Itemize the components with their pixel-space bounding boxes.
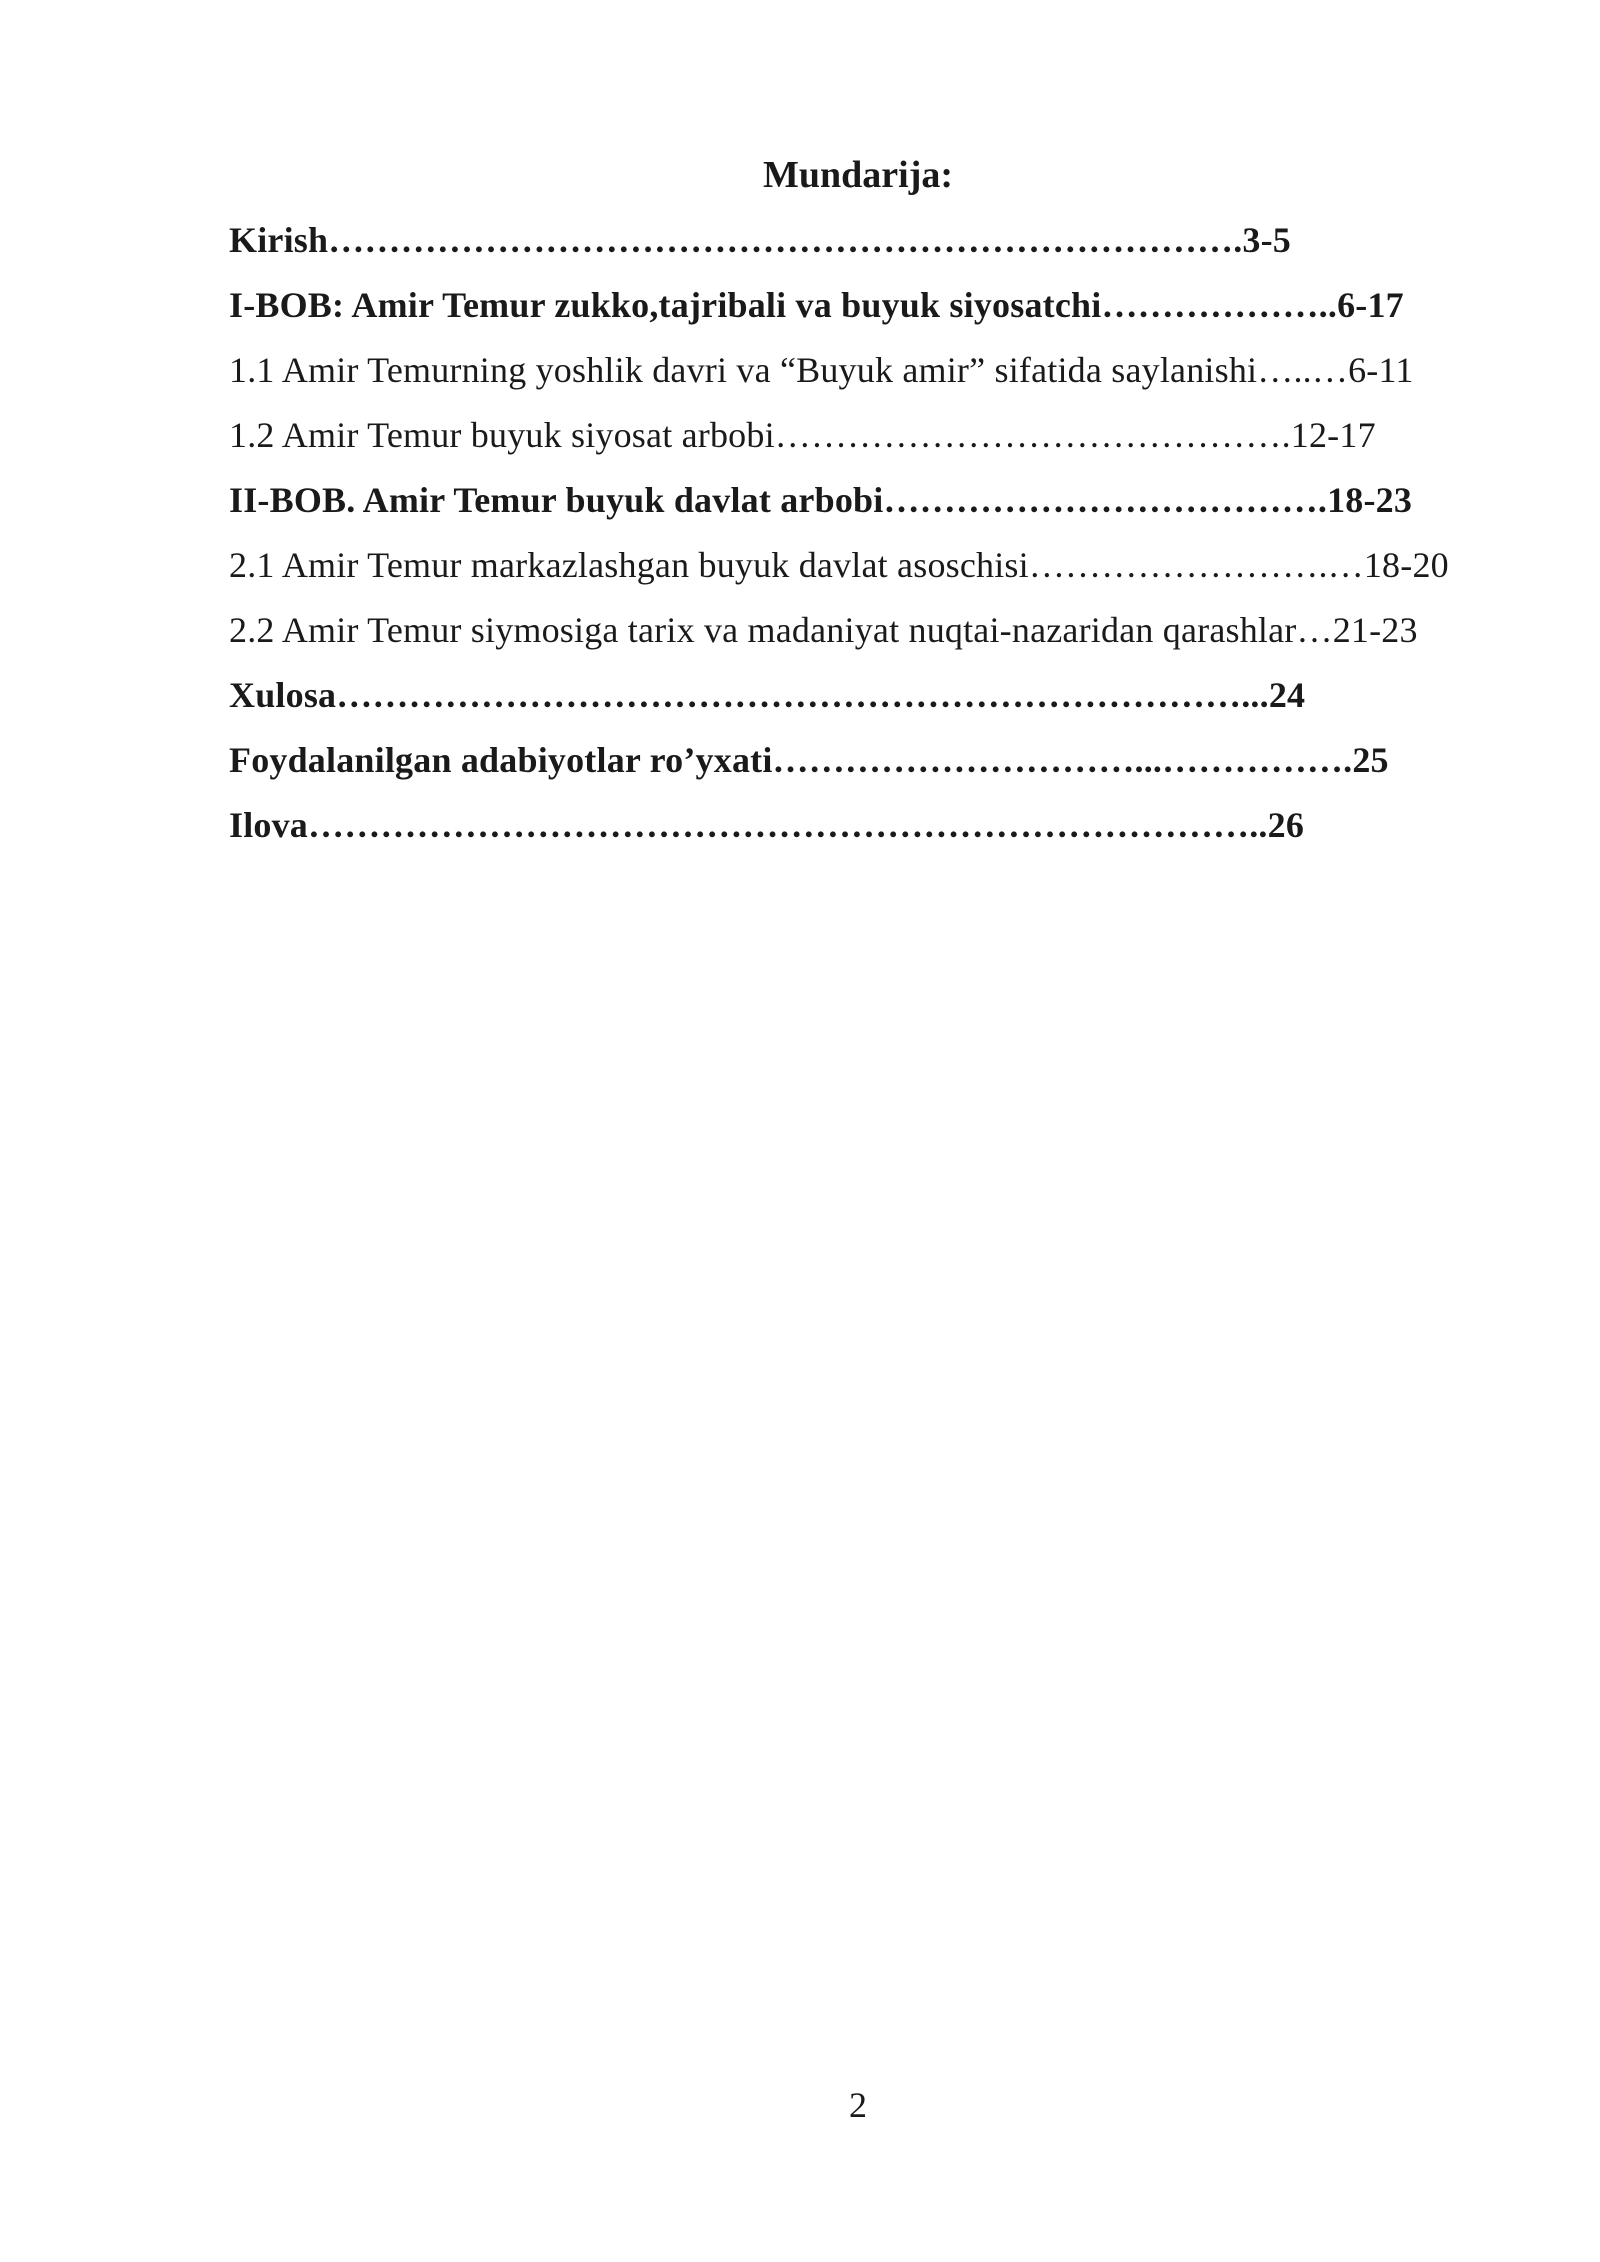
toc-entry-pages: 6-17 [1337, 285, 1404, 325]
toc-dot-leader: …..… [1257, 350, 1349, 390]
toc-entry-section-2-1 [229, 540, 1469, 605]
toc-entry-pages: 6-11 [1348, 350, 1414, 390]
toc-entry-xulosa [229, 670, 1469, 735]
toc-entry-title: Foydalanilgan adabiyotlar ro’yxati [229, 740, 773, 780]
toc-entry-pages: 18-20 [1363, 545, 1449, 585]
toc-entry-pages: 12-17 [1290, 415, 1376, 455]
toc-entry-bibliography [229, 735, 1469, 800]
toc-entry-title: I-BOB: Amir Temur zukko,tajribali va buyuk siyosatchi [229, 285, 1102, 325]
toc-entry-section-1-1 [229, 345, 1469, 410]
toc-dot-leader: … [1296, 610, 1333, 650]
toc-entry-title: 1.2 Amir Temur buyuk siyosat arbobi [229, 415, 775, 455]
toc-entry-title: II-BOB. Amir Temur buyuk davlat arbobi [229, 480, 884, 520]
toc-entry-ilova [229, 800, 1469, 865]
toc-dot-leader: ………………………………. [883, 480, 1328, 520]
toc-dot-leader: …………………….… [1028, 545, 1364, 585]
toc-entry-title: Xulosa [229, 675, 337, 715]
toc-dot-leader: …………………………………………………………………... [336, 675, 1269, 715]
toc-entry-title: 2.1 Amir Temur markazlashgan buyuk davlat asoschisi [229, 545, 1029, 585]
toc-entry-pages: 18-23 [1327, 480, 1413, 520]
toc-entry-title: Kirish [229, 220, 329, 260]
toc-entry-pages: 21-23 [1332, 610, 1418, 650]
toc-entry-title: Ilova [229, 805, 309, 845]
page-number: 2 [849, 2085, 867, 2125]
toc-entry-section-2-2 [229, 605, 1469, 670]
toc-entry-kirish [229, 215, 1454, 280]
toc-dot-leader: …………………………………………………………………….. [308, 805, 1268, 845]
toc-entry-title: 1.1 Amir Temurning yoshlik davri va “Buyuk amir” sifatida saylanishi [229, 350, 1258, 390]
toc-title: Mundarija: [763, 154, 953, 196]
toc-entry-chapter-1 [229, 280, 1469, 345]
toc-entry-pages: 26 [1267, 805, 1305, 845]
table-of-contents [229, 215, 1469, 865]
toc-entry-title: 2.2 Amir Temur siymosiga tarix va madaniyat nuqtai-nazaridan qarashlar [229, 610, 1297, 650]
toc-entry-pages: 24 [1268, 675, 1306, 715]
toc-dot-leader: …………………………………………………………………. [328, 220, 1243, 260]
toc-entry-chapter-2 [229, 475, 1469, 540]
toc-dot-leader: ……………………………………. [774, 415, 1291, 455]
toc-entry-section-1-2 [229, 410, 1469, 475]
toc-dot-leader: ……………….. [1101, 285, 1338, 325]
toc-entry-pages: 25 [1352, 740, 1389, 780]
toc-entry-pages: 3-5 [1242, 220, 1292, 260]
toc-dot-leader: …………………………...……………. [772, 740, 1353, 780]
